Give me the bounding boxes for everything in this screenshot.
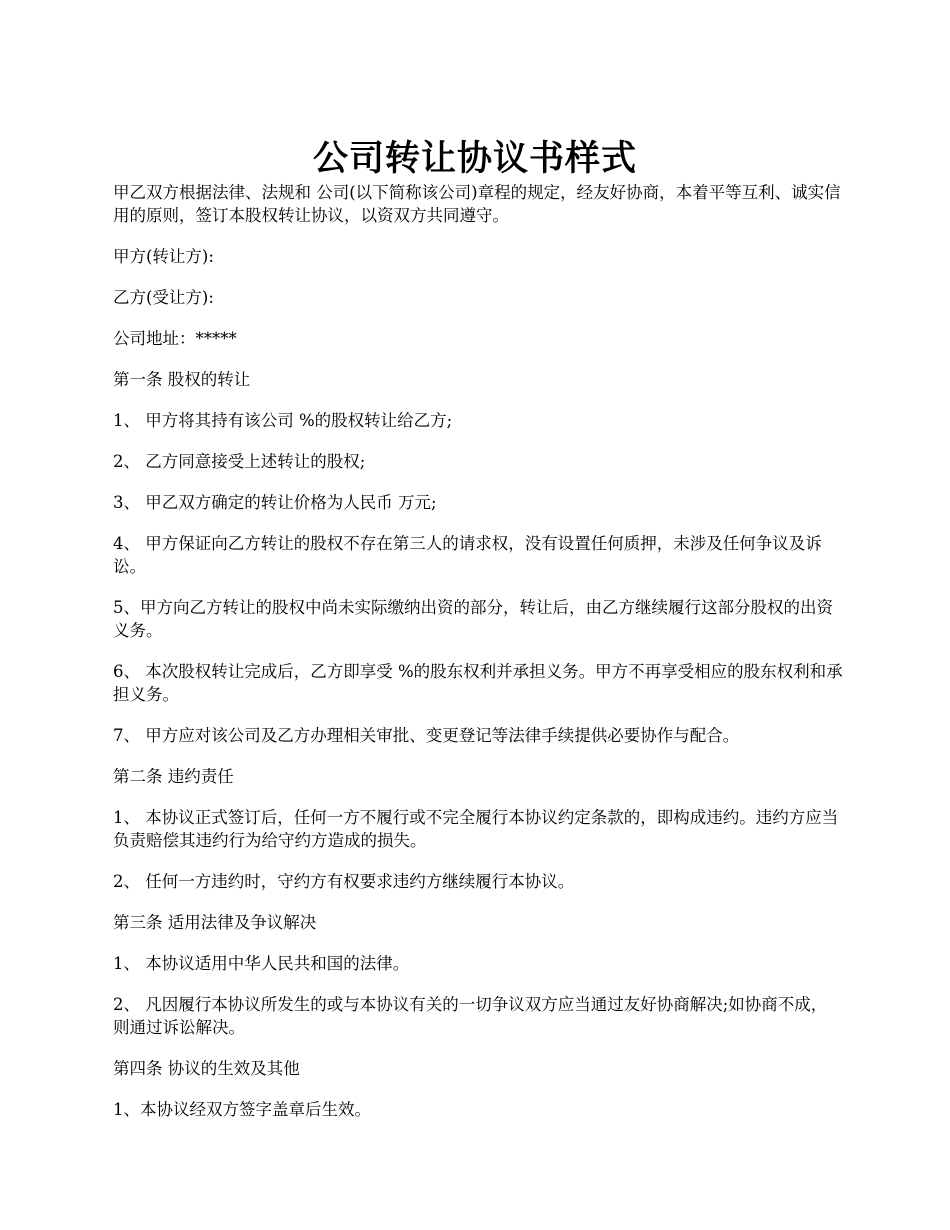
clause-paragraph: 3、 甲乙双方确定的转让价格为人民币 万元; bbox=[113, 493, 437, 512]
clause-paragraph: 5、甲方向乙方转让的股权中尚未实际缴纳出资的部分，转让后，由乙方继续履行这部分股权的出资义务。 bbox=[113, 598, 833, 640]
document-title: 公司转让协议书样式 bbox=[312, 138, 637, 180]
clause-paragraph: 2、 乙方同意接受上述转让的股权; bbox=[113, 452, 366, 471]
article-heading: 第一条 股权的转让 bbox=[113, 370, 251, 389]
clause-paragraph: 1、 甲方将其持有该公司 %的股权转让给乙方; bbox=[113, 411, 453, 430]
article-heading: 第四条 协议的生效及其他 bbox=[113, 1059, 300, 1078]
clause-paragraph: 6、 本次股权转让完成后，乙方即享受 %的股东权利并承担义务。甲方不再享受相应的股东权利和承担义务。 bbox=[113, 662, 843, 704]
clause-paragraph: 4、 甲方保证向乙方转让的股权不存在第三人的请求权，没有设置任何质押，未涉及任何争议及诉讼。 bbox=[113, 534, 822, 576]
intro-paragraph: 甲乙双方根据法律、法规和 公司(以下简称该公司)章程的规定，经友好协商，本着平等互利、诚实信用的原则，签订本股权转让协议，以资双方共同遵守。 bbox=[113, 183, 841, 225]
clause-paragraph: 1、本协议经双方签字盖章后生效。 bbox=[113, 1100, 371, 1119]
clause-paragraph: 1、 本协议正式签订后，任何一方不履行或不完全履行本协议约定条款的，即构成违约。违约方应当负责赔偿其违约行为给守约方造成的损失。 bbox=[113, 808, 839, 850]
article-heading: 第三条 适用法律及争议解决 bbox=[113, 913, 317, 932]
party-b-field: 乙方(受让方): bbox=[113, 288, 214, 307]
document-body bbox=[113, 181, 843, 1139]
article-heading: 第二条 违约责任 bbox=[113, 767, 234, 786]
company-address-field: 公司地址：***** bbox=[113, 329, 237, 348]
clause-paragraph: 1、 本协议适用中华人民共和国的法律。 bbox=[113, 954, 410, 973]
clause-paragraph: 7、 甲方应对该公司及乙方办理相关审批、变更登记等法律手续提供必要协作与配合。 bbox=[113, 726, 740, 745]
clause-paragraph: 2、 任何一方违约时，守约方有权要求违约方继续履行本协议。 bbox=[113, 872, 575, 891]
clause-paragraph: 2、 凡因履行本协议所发生的或与本协议有关的一切争议双方应当通过友好协商解决;如协商不成，则通过诉讼解决。 bbox=[113, 995, 828, 1037]
party-a-field: 甲方(转让方): bbox=[113, 247, 214, 266]
